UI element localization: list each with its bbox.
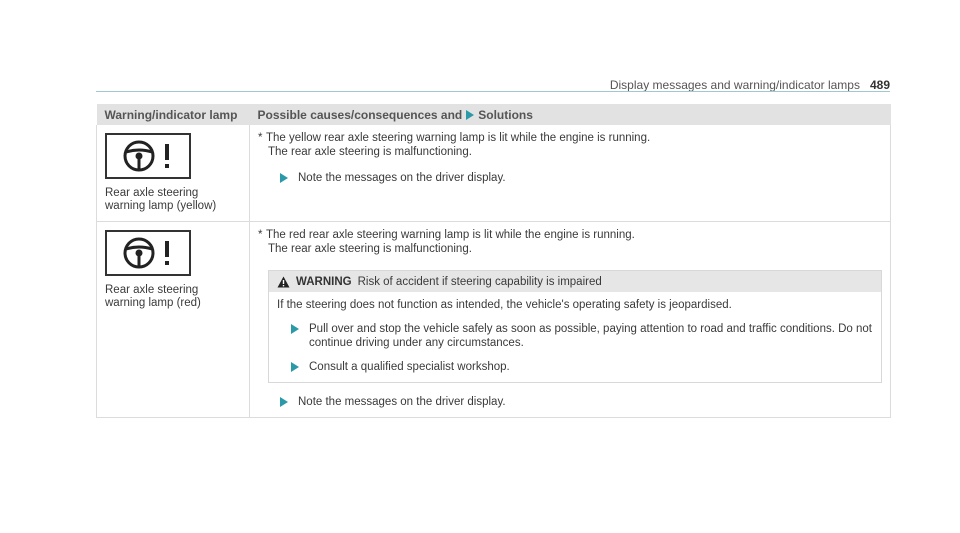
lamp-label: Rear axle steering warning lamp (red): [105, 284, 201, 309]
cause-text: * The red rear axle steering warning lamp is lit while the engine is running. The rear axle steering is malfunctioning.: [258, 229, 635, 255]
action-item: [280, 171, 882, 185]
column-header-solutions-label: Solutions: [478, 107, 533, 122]
cause-line-2: The rear axle steering is malfunctioning.: [268, 243, 472, 255]
warning-lamp-table: [96, 104, 891, 418]
action-item: [280, 395, 882, 409]
table-row: [97, 125, 891, 222]
action-text: Consult a qualified specialist workshop.: [309, 361, 510, 373]
steering-wheel-warning-icon: [105, 230, 191, 276]
action-text: Note the messages on the driver display.: [298, 396, 506, 408]
warning-title: WARNING: [296, 275, 352, 288]
steering-wheel-warning-icon: [105, 133, 191, 179]
header-divider: [96, 91, 890, 92]
cause-cell: [250, 125, 891, 222]
warning-header: [269, 271, 881, 292]
cause-text: * The yellow rear axle steering warning lamp is lit while the engine is running. The rear axle steering is malfunctioning.: [258, 132, 651, 158]
lamp-cell: [97, 125, 250, 222]
column-header-causes: [250, 104, 891, 125]
table-row: [97, 222, 891, 418]
lamp-cell: [97, 222, 250, 418]
action-text: Note the messages on the driver display.: [298, 172, 506, 184]
cause-line-1: The yellow rear axle steering warning lamp is lit while the engine is running.: [266, 132, 651, 144]
warning-body-text: If the steering does not function as intended, the vehicle's operating safety is jeopardised.: [277, 299, 732, 311]
cause-line-2: The rear axle steering is malfunctioning.: [268, 146, 472, 158]
action-text: Pull over and stop the vehicle safely as soon as possible, paying attention to road and traffic conditions. Do not continue driving under any circumstances.: [309, 323, 872, 349]
solution-arrow-icon: [466, 110, 474, 120]
column-header-lamp: Warning/indicator lamp: [97, 104, 250, 125]
page-header: [96, 78, 890, 92]
warning-box: [268, 270, 882, 383]
warning-triangle-icon: [277, 276, 290, 288]
column-header-causes-label: Possible causes/consequences and: [257, 107, 463, 122]
page-header-title: Display messages and warning/indicator lamps: [609, 78, 860, 92]
warning-subtitle: Risk of accident if steering capability is impaired: [357, 275, 602, 288]
warning-body: [269, 292, 881, 382]
cause-line-1: The red rear axle steering warning lamp is lit while the engine is running.: [266, 229, 635, 241]
page-number: 489: [869, 78, 890, 92]
action-arrow-icon: [280, 173, 288, 183]
lamp-label: Rear axle steering warning lamp (yellow): [105, 187, 217, 212]
action-arrow-icon: [291, 362, 299, 372]
action-arrow-icon: [291, 324, 299, 334]
action-item: [291, 360, 873, 374]
action-arrow-icon: [280, 397, 288, 407]
cause-cell: [250, 222, 891, 418]
table-header-row: [97, 104, 891, 125]
action-item: [291, 322, 873, 350]
